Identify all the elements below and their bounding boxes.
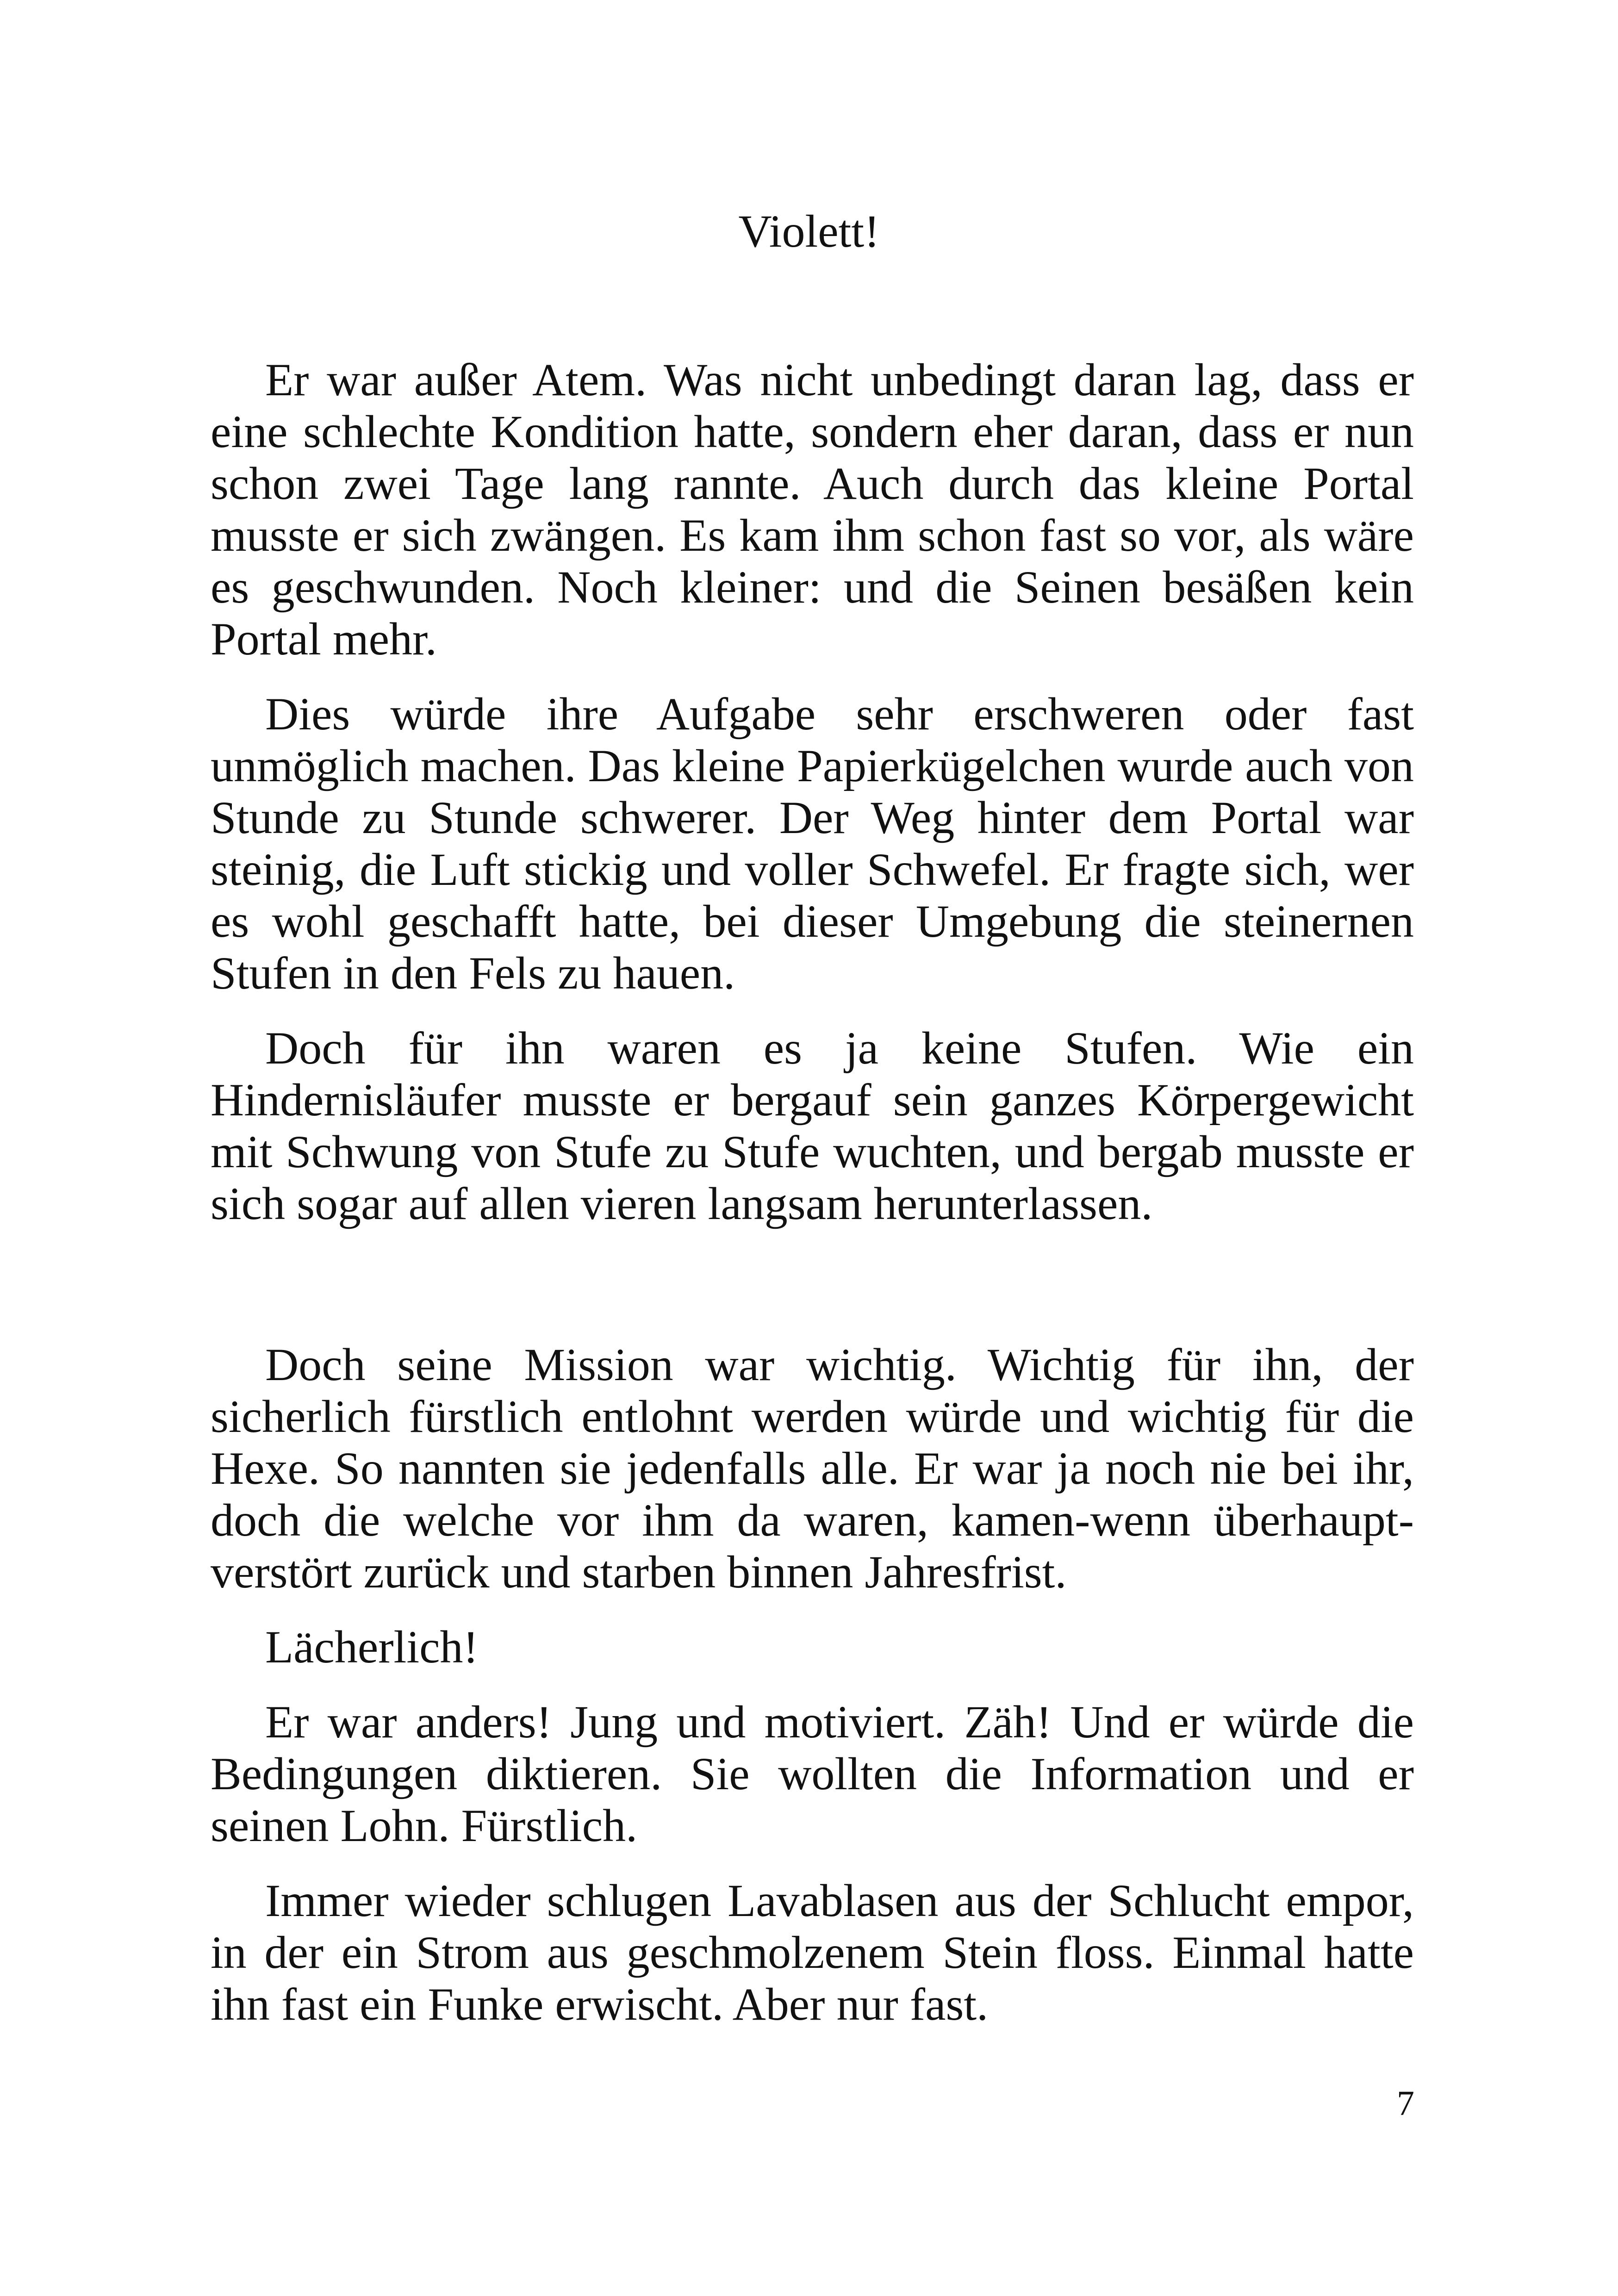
body-text xyxy=(211,354,1414,2053)
paragraph: Doch für ihn waren es ja keine Stufen. Wie ein Hindernisläufer musste er bergauf sein ganzes Körpergewicht mit Schwung von Stufe zu Stufe wuchten, und bergab musste er sich sogar auf allen vieren langsam herunterlassen. xyxy=(211,1022,1414,1229)
paragraph: Lächerlich! xyxy=(265,1621,479,1673)
page-number: 7 xyxy=(1397,2084,1414,2123)
paragraph: Er war anders! Jung und motiviert. Zäh! Und er würde die Bedingungen diktieren. Sie wollten die Information und er seinen Lohn. Fürstlich. xyxy=(211,1696,1414,1851)
paragraph: Immer wieder schlugen Lavablasen aus der Schlucht empor, in der ein Strom aus geschmolzenem Stein floss. Einmal hatte ihn fast ein Funke erwischt. Aber nur fast. xyxy=(211,1875,1414,2030)
paragraph: Doch seine Mission war wichtig. Wichtig für ihn, der sicherlich fürstlich entlohnt werden würde und wichtig für die Hexe. So nannten sie jedenfalls alle. Er war ja noch nie bei ihr, doch die welche vor ihm da waren, kamen-wenn überhaupt- verstört zurück und starben binnen Jahresfrist. xyxy=(211,1339,1414,1598)
chapter-title: Violett! xyxy=(738,205,880,257)
paragraph: Er war außer Atem. Was nicht unbedingt daran lag, dass er eine schlechte Kondition hatte, sondern eher daran, dass er nun schon zwei Tage lang rannte. Auch durch das kleine Portal musste er sich zwängen. Es kam ihm schon fast so vor, als wäre es geschwunden. Noch kleiner: und die Seinen besäßen kein Portal mehr. xyxy=(211,354,1414,665)
paragraph: Dies würde ihre Aufgabe sehr erschweren oder fast unmöglich machen. Das kleine Papierkügelchen wurde auch von Stunde zu Stunde schwerer. Der Weg hinter dem Portal war steinig, die Luft stickig und voller Schwefel. Er fragte sich, wer es wohl geschafft hatte, bei dieser Umgebung die steinernen Stufen in den Fels zu hauen. xyxy=(211,688,1414,999)
